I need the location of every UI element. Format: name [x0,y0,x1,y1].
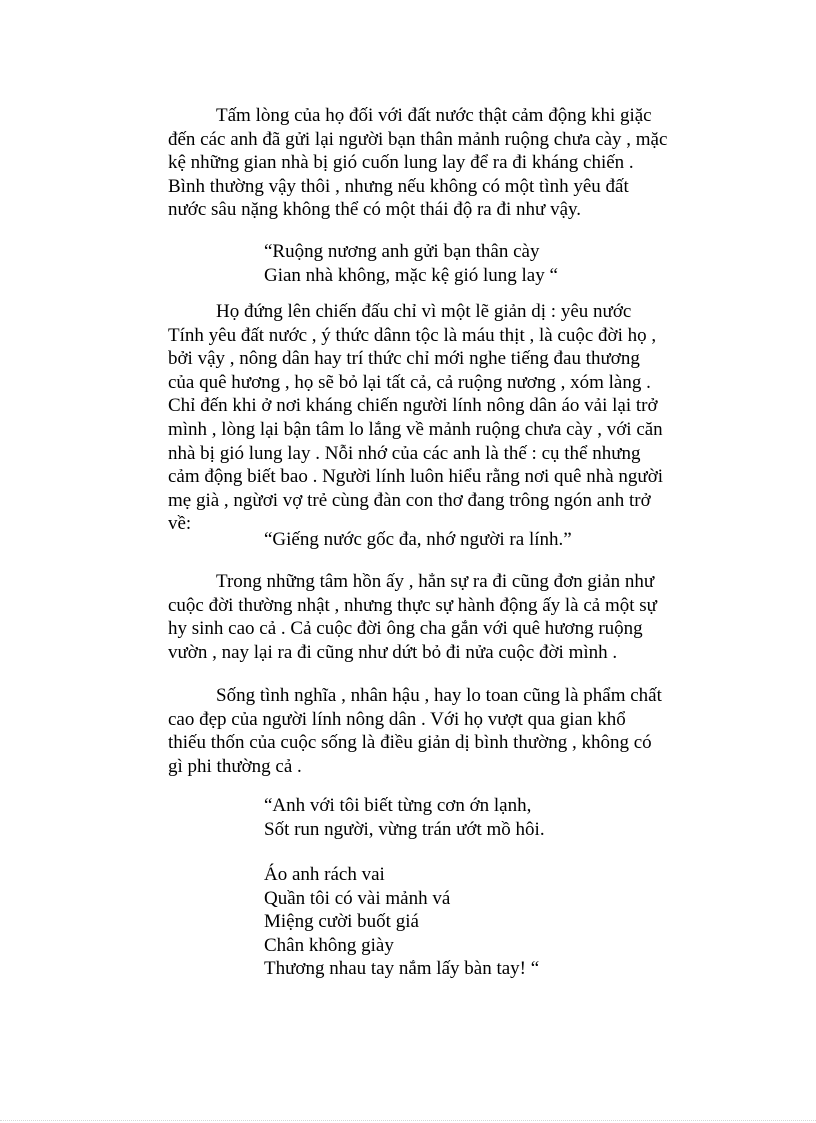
quote-line: Miệng cười buốt giá [264,911,419,933]
paragraph-4: Sống tình nghĩa , nhân hậu , hay lo toan cũng là phẩm chất cao đẹp của người lính nông dân . Với họ vượt qua gian khổ thiếu thốn của cuộc sống là điều giản dị bình thường , không có gì phi thường cả . [168,685,662,777]
quote-line: Gian nhà không, mặc kệ gió lung lay “ [264,264,558,286]
quote-line: “Ruộng nương anh gửi bạn thân cày [264,241,540,262]
paragraph-1: Tấm lòng của họ đối với đất nước thật cảm động khi giặc đến các anh đã gửi lại người bạn thân mảnh ruộng chưa cày , mặc kệ những gian nhà bị gió cuốn lung lay để ra đi kháng chiến . Bình thường vậy thôi , nhưng nếu không có một tình yêu đất nước sâu nặng không thể có một thái độ ra đi như vậy. [168,105,668,221]
quote-anh-voi-toi [264,794,684,841]
quote-gieng-nuoc [264,528,684,552]
quote-line: Quần tôi có vài mảnh vá [264,887,451,909]
quote-line: Áo anh rách vai [264,864,385,885]
page-bottom-border [0,1120,816,1121]
quote-line: Chân không giày [264,934,394,956]
quote-line: Thương nhau tay nắm lấy bàn tay! “ [264,958,540,980]
quote-line: “Giếng nước gốc đa, nhớ người ra lính.” [264,529,572,550]
quote-ao-anh [264,863,684,981]
quote-line: Sốt run người, vừng trán ướt mồ hôi. [264,818,545,840]
paragraph-2: Họ đứng lên chiến đấu chỉ vì một lẽ giản dị : yêu nước Tính yêu đất nước , ý thức dânn tộc là máu thịt , là cuộc đời họ , bởi vậy , nông dân hay trí thức chỉ mới nghe tiếng đau thương của quê hương , họ sẽ bỏ lại tất cả, cả ruộng nương , xóm làng . Chỉ đến khi ở nơi kháng chiến người lính nông dân áo vải lại trở mình , lòng lại bận tâm lo lắng về mảnh ruộng chưa cày , với căn nhà bị gió lung lay . Nỗi nhớ của các anh là thế : cụ thể nhưng cảm động biết bao . Người lính luôn hiểu rằng nơi quê nhà người mẹ già , ngừơi vợ trẻ cùng đàn con thơ đang trông ngón anh trở về: [168,301,664,535]
quote-ruong-nuong [264,240,684,287]
quote-line: “Anh với tôi biết từng cơn ớn lạnh, [264,795,532,816]
paragraph-3: Trong những tâm hồn ấy , hẳn sự ra đi cũng đơn giản như cuộc đời thường nhật , nhưng thực sự hành động ấy là cả một sự hy sinh cao cả . Cả cuộc đời ông cha gắn với quê hương ruộng vườn , nay lại ra đi cũng như dứt bỏ đi nửa cuộc đời mình . [168,571,657,663]
